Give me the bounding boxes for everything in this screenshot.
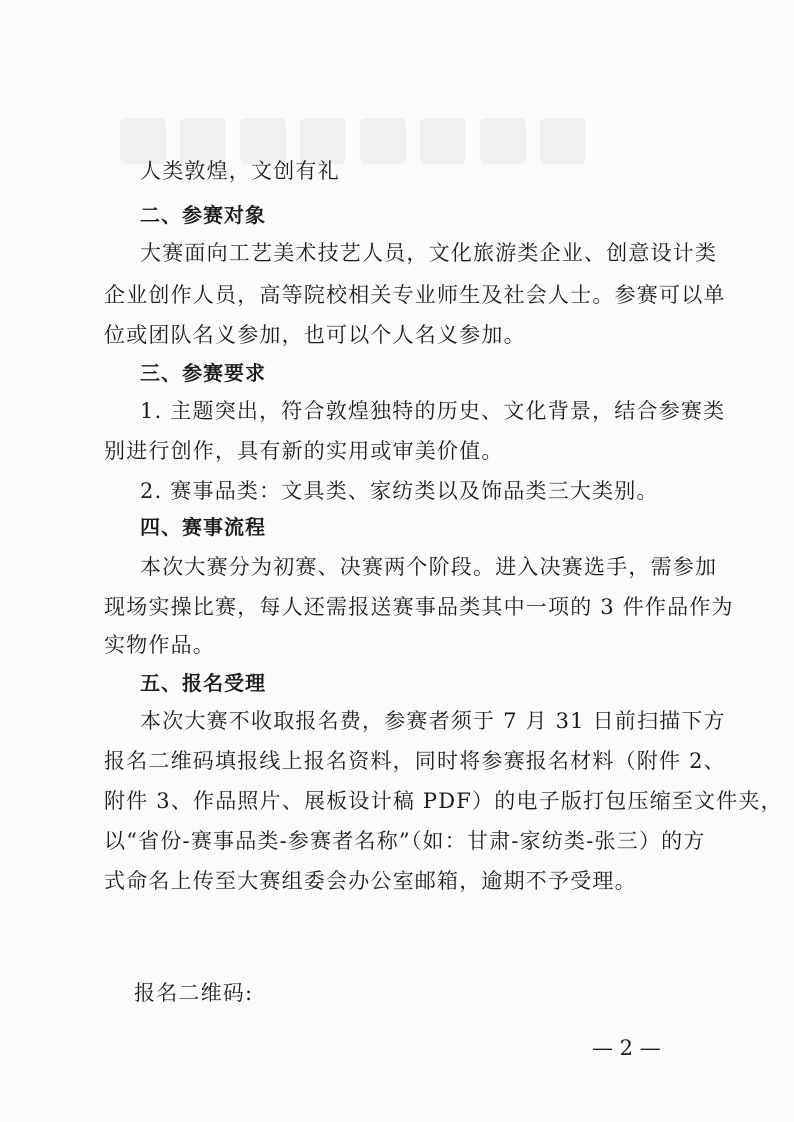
process-line-3: 实物作品。 <box>104 633 215 657</box>
qr-code-label: 报名二维码: <box>134 981 254 1005</box>
process-line-1: 本次大赛分为初赛、决赛两个阶段。进入决赛选手，需参加 <box>140 555 718 579</box>
registration-line-4: 以“省份-赛事品类-参赛者名称”（如：甘肃-家纺类-张三）的方 <box>104 829 706 853</box>
section-heading-registration: 五、报名受理 <box>140 671 266 695</box>
section-heading-requirements: 三、参赛要求 <box>140 361 266 385</box>
section-heading-participants: 二、参赛对象 <box>140 203 266 227</box>
registration-line-2: 报名二维码填报线上报名资料，同时将参赛报名材料（附件 2、 <box>104 749 726 773</box>
participants-line-3: 位或团队名义参加，也可以个人名义参加。 <box>104 323 526 347</box>
requirements-line-3: 2. 赛事品类：文具类、家纺类以及饰品类三大类别。 <box>140 479 659 503</box>
section-heading-process: 四、赛事流程 <box>140 515 266 539</box>
intro-line: 人类敦煌，文创有礼 <box>140 159 340 183</box>
participants-line-1: 大赛面向工艺美术技艺人员，文化旅游类企业、创意设计类 <box>140 241 718 265</box>
registration-line-1: 本次大赛不收取报名费，参赛者须于 7 月 31 日前扫描下方 <box>140 709 726 733</box>
registration-line-3: 附件 3、作品照片、展板设计稿 PDF）的电子版打包压缩至文件夹， <box>104 789 783 813</box>
requirements-line-2: 别进行创作，具有新的实用或审美价值。 <box>104 439 504 463</box>
page-number: — 2 — <box>592 1036 661 1060</box>
requirements-line-1: 1. 主题突出，符合敦煌独特的历史、文化背景，结合参赛类 <box>140 399 726 423</box>
participants-line-2: 企业创作人员，高等院校相关专业师生及社会人士。参赛可以单 <box>104 283 726 307</box>
registration-line-5: 式命名上传至大赛组委会办公室邮箱，逾期不予受理。 <box>104 869 637 893</box>
process-line-2: 现场实操比赛，每人还需报送赛事品类其中一项的 3 件作品作为 <box>104 595 734 619</box>
